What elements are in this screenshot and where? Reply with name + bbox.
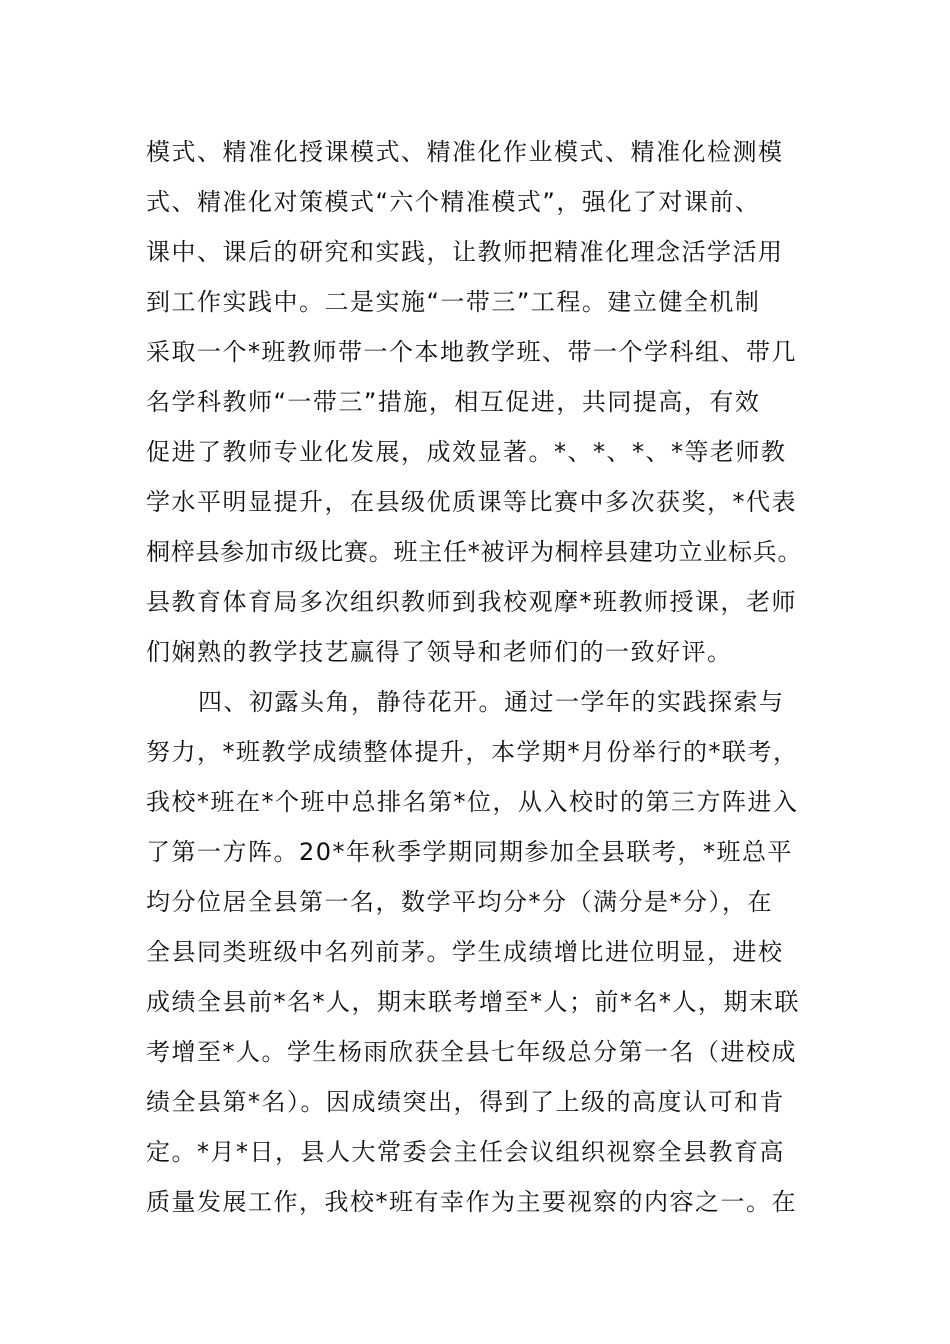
text-line-18 [0, 984, 950, 1020]
text-line-20 [0, 1084, 950, 1120]
text-line-8 [0, 484, 950, 520]
line-text: 成绩全县前*名*人，期末联考增至*人；前*名*人，期末联 [146, 988, 800, 1016]
line-text: 式、精准化对策模式“六个精准模式”，强化了对课前、 [146, 188, 761, 216]
line-text: 模式、精准化授课模式、精准化作业模式、精准化检测模 [146, 138, 784, 166]
line-text: 均分位居全县第一名，数学平均分*分（满分是*分），在 [146, 888, 773, 916]
line-text: 县教育体育局多次组织教师到我校观摩*班教师授课，老师 [146, 588, 797, 616]
text-line-4 [0, 284, 950, 320]
text-line-13 [0, 734, 950, 770]
line-text: 桐梓县参加市级比赛。班主任*被评为桐梓县建功立业标兵。 [146, 538, 803, 566]
line-text: 全县同类班级中名列前茅。学生成绩增比进位明显，进校 [146, 938, 784, 966]
line-text: 绩全县第*名）。因成绩突出，得到了上级的高度认可和肯 [146, 1088, 785, 1116]
text-line-9 [0, 534, 950, 570]
text-line-5 [0, 334, 950, 370]
text-line-22 [0, 1184, 950, 1220]
text-line-21 [0, 1134, 950, 1170]
line-text: 学水平明显提升，在县级优质课等比赛中多次获奖，*代表 [146, 488, 797, 516]
text-line-10 [0, 584, 950, 620]
text-line-6 [0, 384, 950, 420]
line-text: 课中、课后的研究和实践，让教师把精准化理念活学活用 [146, 238, 784, 266]
text-line-3 [0, 234, 950, 270]
line-text: 质量发展工作，我校*班有幸作为主要视察的内容之一。在 [146, 1188, 797, 1216]
line-text: 努力，*班教学成绩整体提升，本学期*月份举行的*联考， [146, 738, 799, 766]
text-line-19 [0, 1034, 950, 1070]
text-line-17 [0, 934, 950, 970]
line-text: 四、初露头角，静待花开。通过一学年的实践探索与 [198, 688, 785, 716]
line-text: 采取一个*班教师带一个本地教学班、带一个学科组、带几 [146, 338, 797, 366]
text-line-16 [0, 884, 950, 920]
text-line-12 [0, 684, 950, 720]
text-line-11 [0, 634, 950, 670]
text-line-1 [0, 134, 950, 170]
line-text: 定。*月*日，县人大常委会主任会议组织视察全县教育高 [146, 1138, 785, 1166]
line-text: 促进了教师专业化发展，成效显著。*、*、*、*等老师教 [146, 438, 787, 466]
line-text: 们娴熟的教学技艺赢得了领导和老师们的一致好评。 [146, 638, 733, 666]
line-text: 到工作实践中。二是实施“一带三”工程。建立健全机制 [146, 288, 761, 316]
line-text: 名学科教师“一带三”措施，相互促进，共同提高，有效 [146, 388, 761, 416]
text-line-7 [0, 434, 950, 470]
text-line-2 [0, 184, 950, 220]
line-text: 考增至*人。学生杨雨欣获全县七年级总分第一名（进校成 [146, 1038, 797, 1066]
text-line-15 [0, 834, 950, 870]
line-text: 了第一方阵。20*年秋季学期同期参加全县联考，*班总平 [146, 838, 794, 866]
text-line-14 [0, 784, 950, 820]
line-text: 我校*班在*个班中总排名第*位，从入校时的第三方阵进入 [146, 788, 799, 816]
